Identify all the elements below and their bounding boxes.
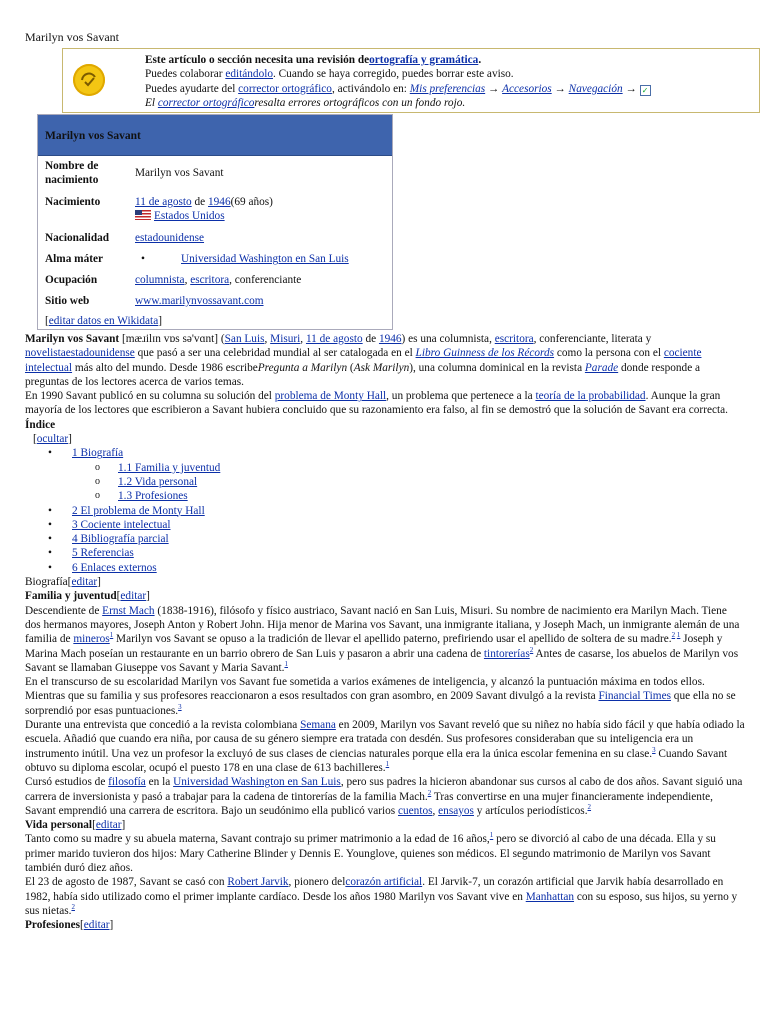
toc-item [25, 489, 745, 503]
nacionalidad-label: Nacionalidad [45, 232, 110, 244]
nacimiento-value: 11 de agosto de 1946(69 años) Estados Unidos [135, 196, 273, 223]
notice-line-4: El corrector ortográficoresalta errores ortográficos con un fondo rojo. [145, 96, 466, 109]
edit-profesiones-link[interactable]: editar [83, 919, 110, 932]
edit-familia-link[interactable]: editar [120, 590, 147, 603]
notice-title: Este artículo o sección necesita una revisión deortografía y gramática. [145, 54, 482, 66]
navegacion-link[interactable]: Navegación [568, 82, 623, 95]
ocupacion-value: columnista, escritora, conferenciante [135, 274, 302, 286]
monty-hall-link[interactable]: problema de Monty Hall [274, 390, 387, 403]
toc-link[interactable]: 1.3 Profesiones [118, 490, 188, 503]
edit-vida-link[interactable]: editar [95, 819, 122, 832]
country-link[interactable]: Estados Unidos [154, 210, 225, 223]
toc-link[interactable]: 4 Bibliografía parcial [72, 533, 169, 546]
toc-item [25, 532, 745, 546]
toc-toggle: [ocultar] [33, 433, 72, 446]
corrector-link-2[interactable]: corrector ortográfico [157, 96, 255, 109]
proofreading-icon [73, 64, 105, 96]
toc-item [25, 546, 745, 560]
web-label: Sitio web [45, 295, 90, 307]
wikidata-edit: [editar datos en Wikidata] [45, 315, 162, 327]
uwsl-link[interactable]: Universidad Washington en San Luis [173, 776, 341, 789]
birth-date-link[interactable]: 11 de agosto [135, 196, 192, 208]
page-title: Marilyn vos Savant [25, 30, 119, 44]
mach-link[interactable]: Ernst Mach [102, 604, 155, 617]
article-body [25, 332, 745, 932]
corazon-link[interactable]: corazón artificial [345, 876, 423, 889]
toc-item [25, 475, 745, 489]
website-link[interactable]: www.marilynvossavant.com [135, 295, 264, 307]
toc-link[interactable]: 1.1 Familia y juventud [118, 461, 221, 474]
intro-paragraph: Marilyn vos Savant [mæɹilɪn vɒs sə'vɑnt] (San Luis, Misuri, 11 de agosto de 1946) es una columnista, escritora, conferenciante, literata y novelistaestadounidense que pasó a ser una celebridad mundial al ser catalogada en el Libro Guinness de los Récords como la persona con el cociente intelectual más alto del mundo. Desde 1986 escribePregunta a Marilyn (Ask Marilyn), una columna dominical en la revista Parade donde responde a preguntas de los lectores acerca de varios temas. [25, 333, 702, 388]
escritora-link[interactable]: escritora [190, 274, 230, 286]
infobox-header: Marilyn vos Savant [38, 115, 392, 156]
jarvik-link[interactable]: Robert Jarvik [227, 876, 289, 889]
vida-paragraph-1: Tanto como su madre y su abuela materna, Savant contrajo su primer matrimonio a la edad de 16 años,$^1$ pero se divorció al cabo de una década. Ella y su primer marido tuvieron dos hijos: Mary Catherine Blinder y Dennis E. Younglove, quienes son médicos. El segundo matrimonio de Marilyn vos Savant también duró diez años. [25, 831, 716, 874]
novelista-link[interactable]: novelistaestadounidense [25, 347, 135, 360]
familia-paragraph-4: Cursó estudios de filosofía en la Universidad Washington en San Luis, pero sus padres la hicieron abandonar sus cursos al cabo de dos años. Savant siguió una carrera de inversionista y pasó a trabajar para la cadena de tintorerías de la familia Mach.$^2$ Tras convertirse en una mujer financieramente independiente, Savant emprendió una carrera de escritora. Bajo un seudónimo ella publicó varios cuentos, ensayos y artículos periodísticos.$^2$ [25, 776, 743, 817]
edit-biografia-link[interactable]: editar [71, 576, 98, 589]
familia-paragraph-3: Durante una entrevista que concedió a la revista colombiana Semana en 2009, Marilyn vos Savant reveló que su niñez no había sido fácil y que había odiado la escuela. Añadió que cuando era niña, por causa de su género siempre era tratada con desdén. Sus profesores consideraban que su inteligencia era un instrumento inútil. Una vez un profesor la excluyó de sus clases de ciencias naturales porque ella era la única escolar femenina en su clase.$^3$ Cuando Savant obtuvo su diploma escolar, ocupó el puesto 178 en una clase de 613 bachilleres.$^1$ [25, 719, 745, 774]
filosofia-link[interactable]: filosofía [108, 776, 146, 789]
toc-title: Índice [25, 418, 56, 431]
nombre-label: Nombre de nacimiento [45, 160, 99, 187]
section-profesiones: Profesiones[editar] [25, 919, 114, 932]
section-biografia: Biografía[editar] [25, 576, 101, 589]
toc-link[interactable]: 6 Enlaces externos [72, 561, 157, 574]
toc-link[interactable]: 3 Cociente intelectual [72, 518, 171, 531]
ci-link[interactable]: cociente intelectual [25, 347, 702, 374]
toc-link[interactable]: 1 Biografía [72, 447, 124, 460]
corrector-link[interactable]: corrector ortográfico [238, 82, 332, 95]
bullet-icon: • [141, 253, 145, 265]
manhattan-link[interactable]: Manhattan [525, 890, 575, 903]
parade-link[interactable]: Parade [584, 361, 619, 374]
date-link[interactable]: 11 de agosto [305, 333, 363, 345]
misuri-link[interactable]: Misuri [270, 333, 301, 345]
wikidata-link[interactable]: editar datos en Wikidata [48, 315, 159, 327]
familia-paragraph-1: Descendiente de Ernst Mach (1838-1916), filósofo y físico austriaco, Savant nació en San Luis, Misuri. Su nombre de nacimiento era Marilyn Mach. Tiene dos hermanos mayores, Joseph Anton y Robert John. Hija menor de Marina vos Savant, una inmigrante italiana, y Joseph Mach, un inmigrante alemán de una familia de mineros$^1$ Marilyn vos Savant se opuso a la tradición de llevar el apellido paterno, prefiriendo usar el apellido de soltera de su madre.$^{2 1}$ Joseph y Marina Mach poseían un restaurante en un barrio obrero de San Luis y pasaron a abrir una cadena de tintorerías$^2$ Antes de casarse, los abuelos de Marilyn vos Savant se llamaban Giuseppe vos Savant y Maria Savant.$^1$ [25, 604, 740, 674]
toc-link[interactable]: 2 El problema de Monty Hall [72, 504, 205, 517]
notice-line-2: Puedes colaborar editándolo. Cuando se haya corregido, puedes borrar este aviso. [145, 68, 514, 81]
vida-paragraph-2: El 23 de agosto de 1987, Savant se casó con Robert Jarvik, pionero delcorazón artificial. El Jarvik-7, un corazón artificial que Jarvik había desarrollado en 1982, había sido utilizado como el primer implante cardíaco. Desde los años 1980 Marilyn vos Savant vive en Manhattan con su esposo, sus hijos, su yerno y sus nietas.$^2$ [25, 876, 738, 917]
accesorios-link[interactable]: Accesorios [502, 82, 552, 95]
toc-item [25, 518, 745, 532]
toc-link[interactable]: 1.2 Vida personal [118, 475, 198, 488]
semana-link[interactable]: Semana [300, 719, 336, 732]
cuentos-link[interactable]: cuentos [398, 804, 433, 817]
section-familia: Familia y juventud[editar] [25, 590, 150, 603]
alma-value [135, 252, 414, 266]
familia-paragraph-2: En el transcurso de su escolaridad Marilyn vos Savant fue sometida a varios exámenes de inteligencia, y alcanzó la puntuación máxima en todos ellos. Mientras que su familia y sus profesores reaccionaron a esos resultados con gran asombro, en 2009 Savant divulgó a la revista Financial Times que ella no se sorprendió por esas puntuaciones.$^3$ [25, 676, 736, 717]
monty-hall-paragraph: En 1990 Savant publicó en su columna su solución del problema de Monty Hall, un problema que pertenece a la teoría de la probabilidad. Aunque la gran mayoría de los lectores que escribieron a Savant hubiera concluido que su razonamiento era falso, al fin se demostró que la solución de Savant era correcta. [25, 390, 728, 417]
mineros-link[interactable]: mineros [73, 633, 110, 646]
sanluis-link[interactable]: San Luis [224, 333, 265, 345]
ortografia-link[interactable]: ortografía y gramática [369, 54, 479, 66]
maintenance-notice [62, 48, 760, 113]
columnista-link[interactable]: columnista [135, 274, 185, 286]
toc-list [25, 446, 745, 575]
toc-item [25, 446, 745, 460]
preferencias-link[interactable]: Mis preferencias [409, 82, 486, 95]
tintorerias-link[interactable]: tintorerías [483, 647, 530, 660]
notice-line-3: Puedes ayudarte del corrector ortográfico, activándolo en: Mis preferencias → Accesorios → Navegación → ✓ [145, 82, 755, 96]
us-flag-icon [135, 210, 151, 220]
alma-label: Alma máter [45, 253, 104, 265]
guinness-link[interactable]: Libro Guinness de los Récords [415, 347, 555, 360]
checkbox-icon[interactable]: ✓ [640, 85, 651, 96]
section-vida: Vida personal[editar] [25, 819, 126, 832]
editandolo-link[interactable]: editándolo [225, 68, 273, 81]
nacimiento-label: Nacimiento [45, 196, 101, 208]
escritora-link-2[interactable]: escritora [494, 333, 534, 345]
nombre-value: Marilyn vos Savant [135, 167, 224, 179]
ensayos-link[interactable]: ensayos [438, 804, 474, 817]
birth-year-link[interactable]: 1946 [208, 196, 231, 208]
toc [25, 418, 745, 575]
toc-link[interactable]: 5 Referencias [72, 547, 134, 560]
toc-item [25, 504, 745, 518]
year-link[interactable]: 1946 [378, 333, 402, 345]
toc-item [25, 461, 745, 475]
probabilidad-link[interactable]: teoría de la probabilidad [535, 390, 646, 403]
ocupacion-label: Ocupación [45, 274, 98, 286]
ft-link[interactable]: Financial Times [598, 690, 671, 703]
toc-hide-link[interactable]: ocultar [36, 433, 69, 446]
toc-item [25, 561, 745, 575]
nacionalidad-link[interactable]: estadounidense [135, 232, 205, 244]
infobox [37, 114, 393, 330]
alma-link[interactable]: Universidad Washington en San Luis [181, 253, 349, 265]
